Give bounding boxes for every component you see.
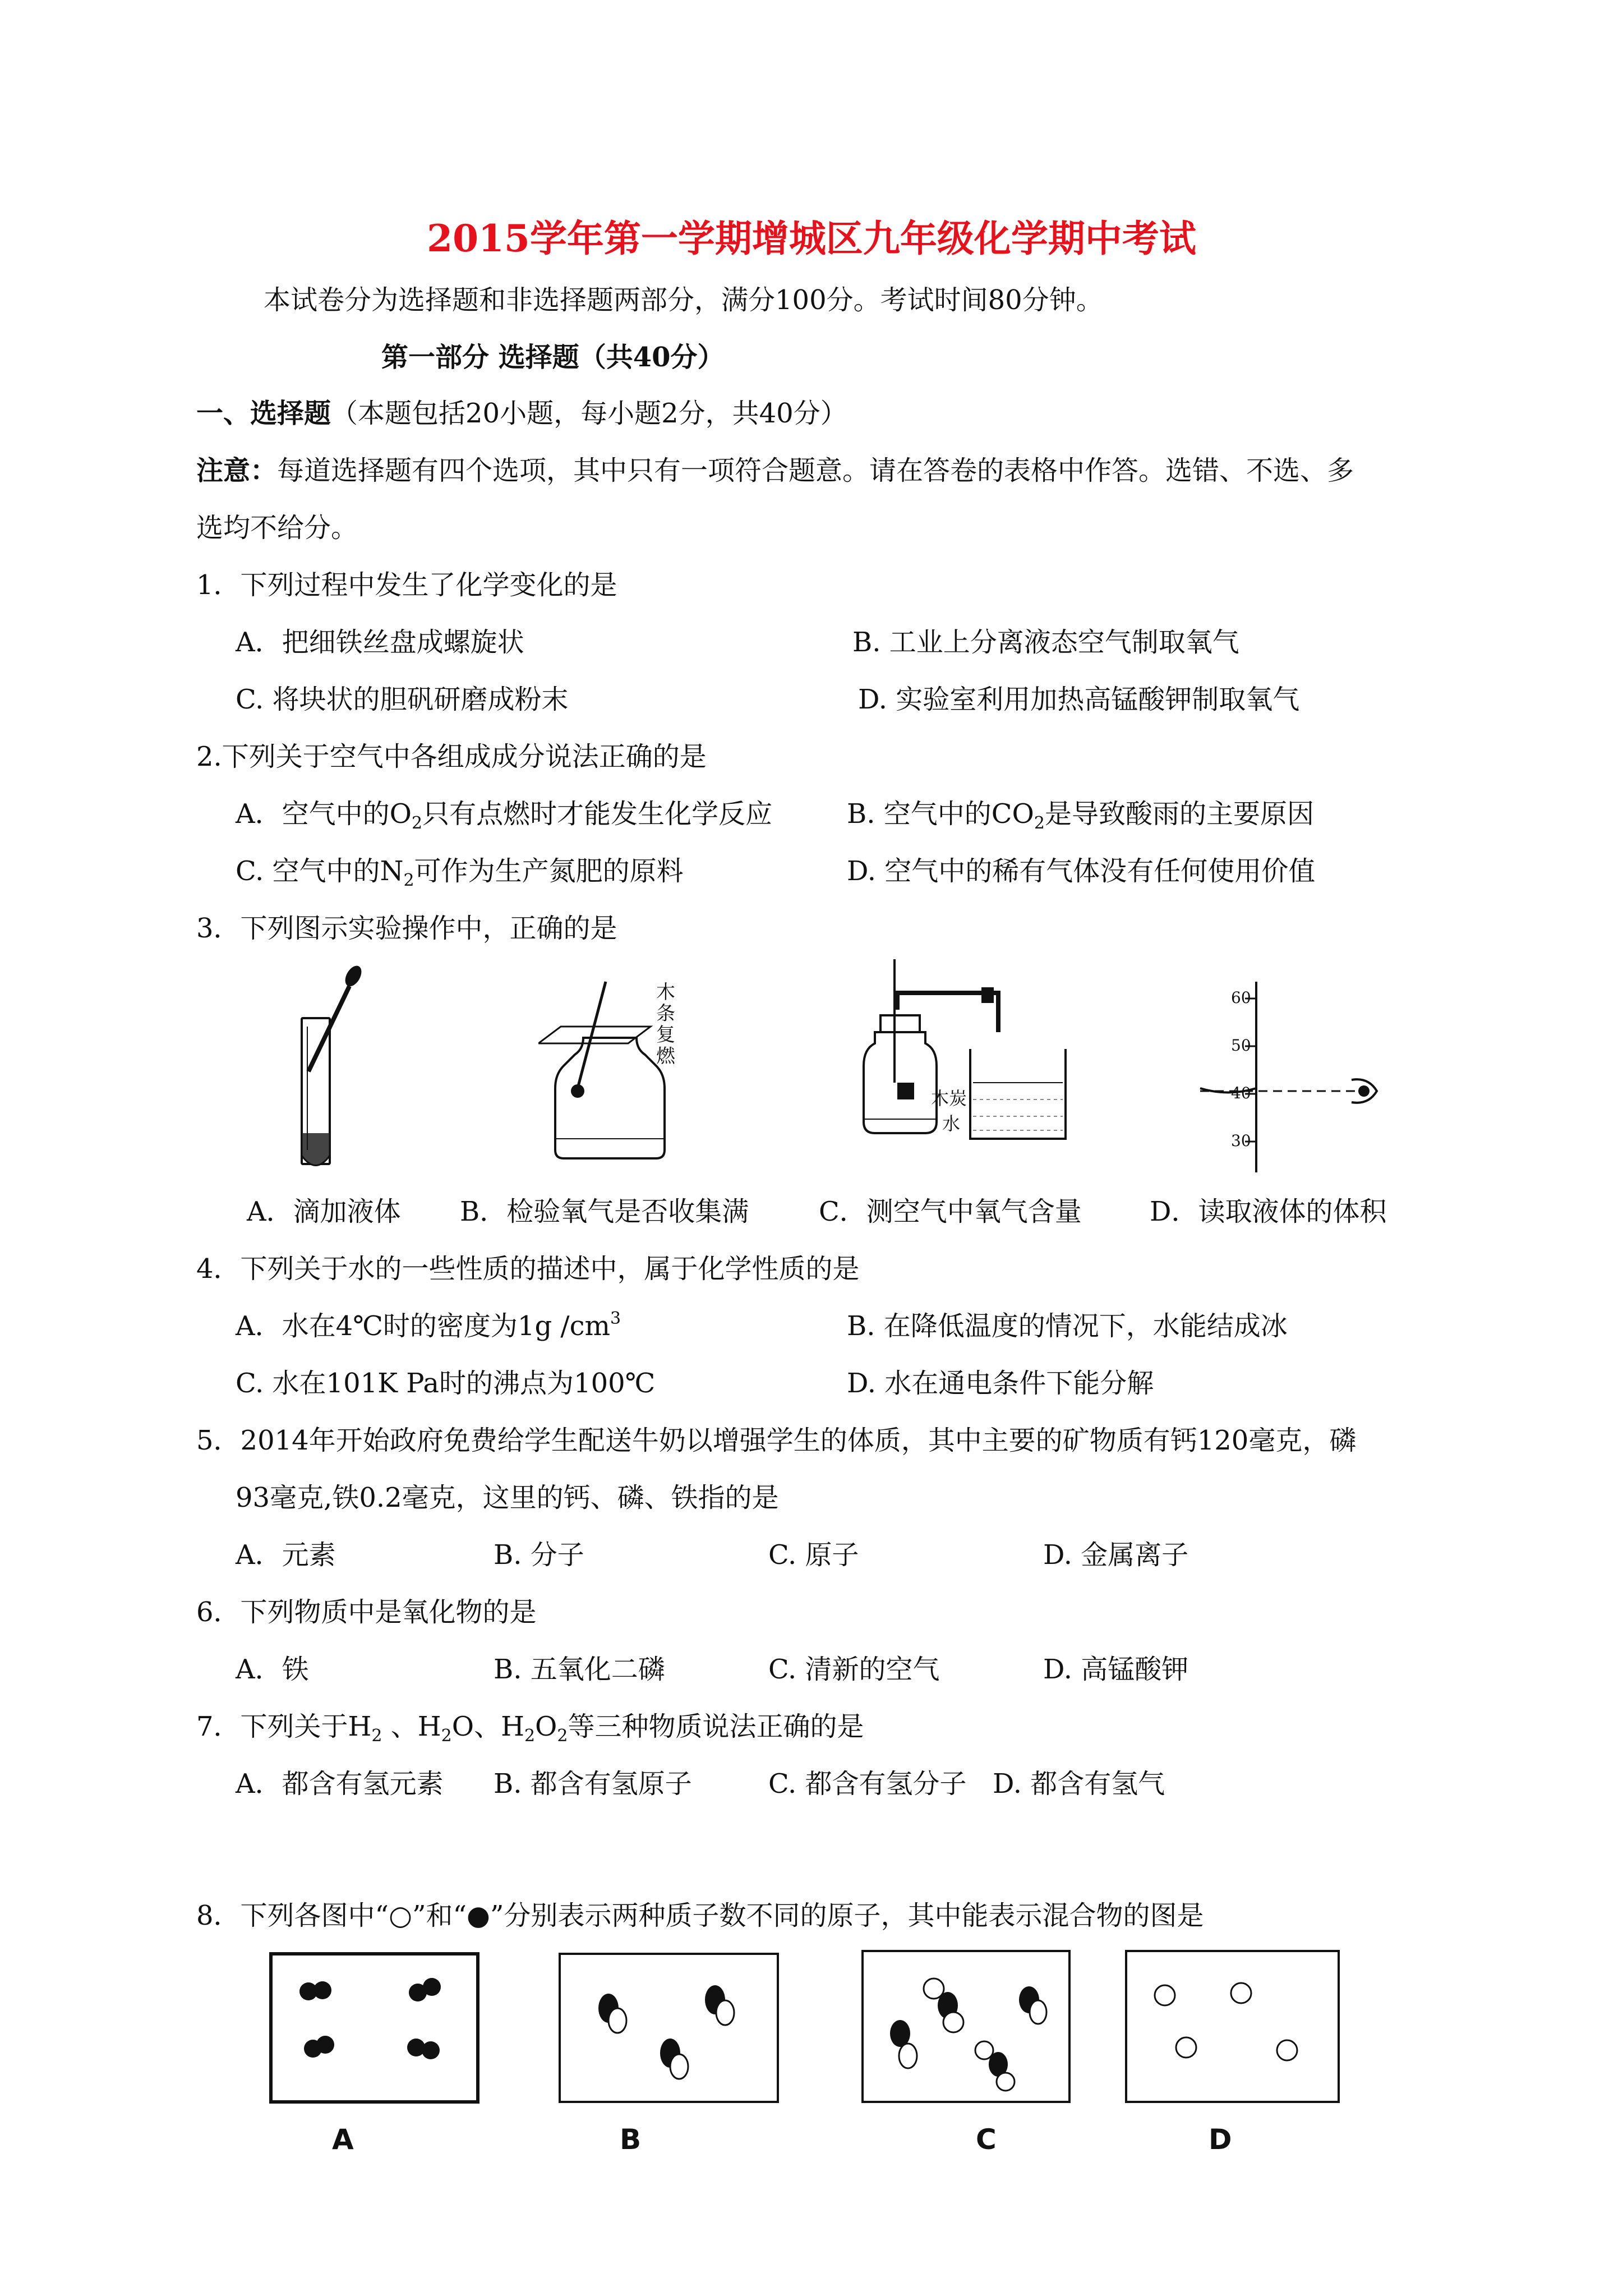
q5-option-c: C. 原子 [768,1539,859,1571]
cylinder-tick-50: 50 [1231,1036,1251,1055]
q6-option-c: C. 清新的空气 [768,1654,940,1685]
q3-option-a: A．滴加液体 [247,1196,401,1227]
section1-heading [196,397,847,430]
q1-option-d: D. 实验室利用加热高锰酸钾制取氧气 [858,684,1300,715]
q3-stem: 3．下列图示实验操作中，正确的是 [196,913,617,944]
particle-box-c [861,1949,1071,2104]
intro-text: 本试卷分为选择题和非选择题两部分，满分100分。考试时间80分钟。 [264,284,1103,316]
q2-option-b: B. 空气中的$CO_2$是导致酸雨的主要原因 [847,798,1314,833]
notice-line1 [196,454,1354,487]
q7-stem: 7．下列关于$H_2$ 、$H_2O$、$H_2O_2$等三种物质说法正确的是 [196,1711,864,1746]
q7-option-c: C. 都含有氢分子 [768,1768,967,1800]
notice-label: 注意： [196,455,278,486]
q3-option-d: D．读取液体的体积 [1150,1196,1387,1227]
q5-stem-line1: 5．2014年开始政府免费给学生配送牛奶以增强学生的体质，其中主要的矿物质有钙120毫克，磷 [196,1425,1357,1456]
box-label-a: A [332,2123,354,2156]
q3-option-b: B．检验氧气是否收集满 [460,1196,749,1227]
splint-relight-label: 木条复燃 [656,981,675,1068]
section1-heading-bold: 一、选择题 [196,398,331,429]
q5-option-b: B. 分子 [494,1539,584,1571]
box-label-c: C [976,2123,997,2156]
q6-option-d: D. 高锰酸钾 [1043,1654,1189,1685]
particle-box-d [1124,1949,1340,2104]
cylinder-tick-30: 30 [1231,1131,1251,1150]
q6-stem: 6．下列物质中是氧化物的是 [196,1596,537,1628]
q2-option-a: A．空气中的$O_2$只有点燃时才能发生化学反应 [236,798,773,833]
part1-heading: 第一部分 选择题（共40分） [381,342,725,373]
q4-option-a: A．水在4℃时的密度为1g $/cm^3$ [236,1309,621,1342]
q1-option-b: B. 工业上分离液态空气制取氧气 [852,627,1239,658]
q1-option-a: A．把细铁丝盘成螺旋状 [236,627,524,658]
q4-stem: 4．下列关于水的一些性质的描述中，属于化学性质的是 [196,1253,860,1285]
box-label-d: D [1209,2123,1232,2156]
q1-stem: 1．下列过程中发生了化学变化的是 [196,569,617,601]
q1-option-c: C. 将块状的胆矾研磨成粉末 [236,684,569,715]
charcoal-label: 木炭 [931,1088,967,1109]
oxygen-content-apparatus-figure [847,954,1082,1156]
q2-option-d: D. 空气中的稀有气体没有任何使用价值 [847,855,1316,887]
water-label: 水 [942,1113,961,1134]
cylinder-tick-40: 40 [1231,1084,1251,1102]
section1-heading-rest: （本题包括20小题，每小题2分，共40分） [331,398,847,429]
q5-option-d: D. 金属离子 [1043,1539,1189,1571]
q4-option-d: D. 水在通电条件下能分解 [847,1368,1154,1399]
notice-line2: 选均不给分。 [196,512,358,544]
q5-stem-line2: 93毫克,铁0.2毫克，这里的钙、磷、铁指的是 [236,1482,779,1513]
q8-stem: 8．下列各图中“○”和“●”分别表示两种质子数不同的原子，其中能表示混合物的图是 [196,1900,1204,1931]
particle-box-a [269,1952,479,2104]
q5-option-a: A．元素 [236,1539,336,1571]
q7-option-b: B. 都含有氢原子 [494,1768,692,1800]
q3-option-c: C．测空气中氧气含量 [819,1196,1082,1227]
box-label-b: B [620,2123,642,2156]
notice-text-1: 每道选择题有四个选项，其中只有一项符合题意。请在答卷的表格中作答。选错、不选、多 [277,455,1354,486]
cylinder-tick-60: 60 [1231,988,1251,1007]
q4-option-c: C. 水在101K Pa时的沸点为100℃ [236,1368,656,1399]
q7-option-d: D. 都含有氢气 [993,1768,1165,1800]
particle-box-b [558,1952,780,2104]
q2-option-c: C. 空气中的$N_2$可作为生产氮肥的原料 [236,855,684,890]
page-title: 2015学年第一学期增城区九年级化学期中考试 [427,217,1196,260]
q7-option-a: A．都含有氢元素 [236,1768,444,1800]
q2-stem: 2.下列关于空气中各组成成分说法正确的是 [196,741,707,772]
q6-option-b: B. 五氧化二磷 [494,1654,665,1685]
graduated-cylinder-figure [1189,970,1391,1172]
q6-option-a: A．铁 [236,1654,309,1685]
dropper-test-tube-figure [292,965,370,1178]
q4-option-b: B. 在降低温度的情况下，水能结成冰 [847,1310,1288,1342]
